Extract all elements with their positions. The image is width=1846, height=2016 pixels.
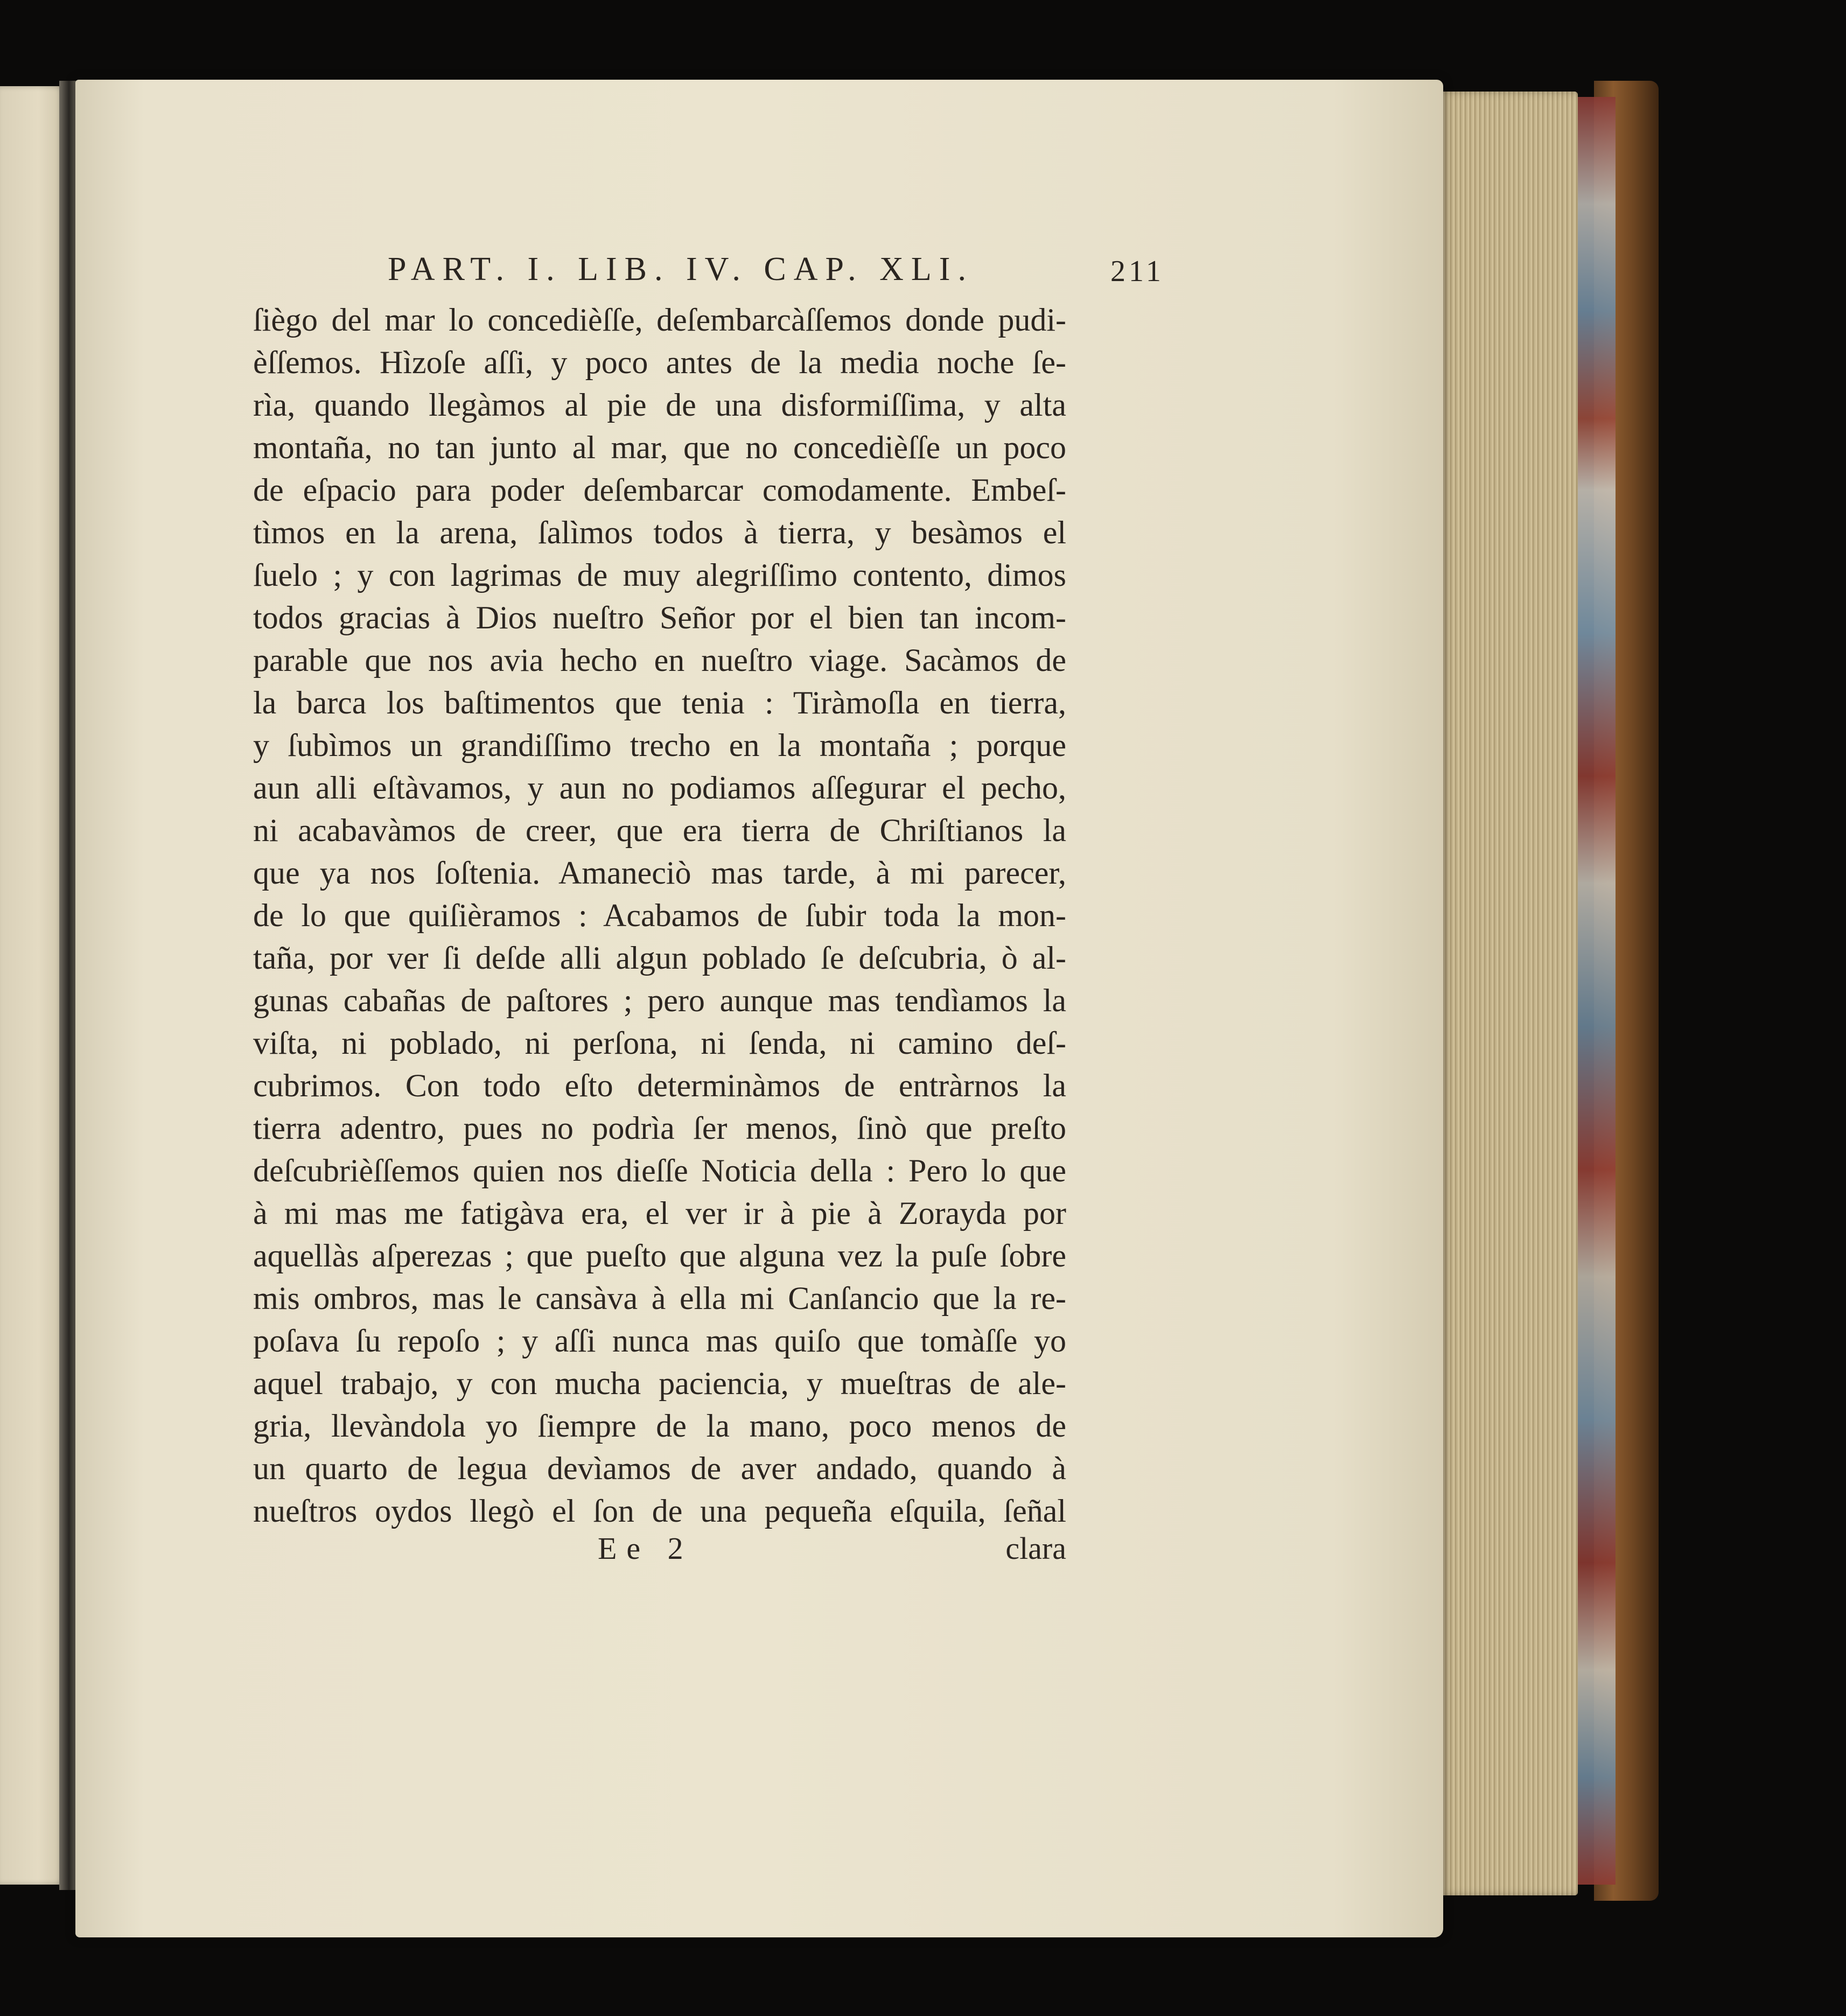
text-line: aquel trabajo, y con mucha paciencia, y mueſtras de ale- <box>253 1366 1066 1401</box>
text-line: rìa, quando llegàmos al pie de una disformiſſima, y alta <box>253 387 1066 423</box>
text-line: que ya nos ſoſtenia. Amaneciò mas tarde, à mi parecer, <box>253 855 1066 891</box>
text-line: un quarto de legua devìamos de aver andado, quando à <box>253 1451 1066 1486</box>
text-line: èſſemos. Hìzoſe aſſi, y poco antes de la media noche ſe- <box>253 345 1066 380</box>
text-line: à mi mas me fatigàva era, el ver ir à pie à Zorayda por <box>253 1195 1066 1231</box>
text-line: taña, por ver ſi deſde alli algun poblado ſe deſcubria, ò al- <box>253 940 1066 976</box>
text-line: ni acabavàmos de creer, que era tierra de Chriſtianos la <box>253 813 1066 848</box>
text-line: cubrimos. Con todo eſto determinàmos de entràrnos la <box>253 1068 1066 1103</box>
text-line: tierra adentro, pues no podrìa ſer menos, ſinò que preſto <box>253 1110 1066 1146</box>
page-number: 211 <box>1110 255 1164 288</box>
text-line: gunas cabañas de paſtores ; pero aunque mas tendìamos la <box>253 983 1066 1018</box>
text-line: gria, llevàndola yo ſiempre de la mano, poco menos de <box>253 1408 1066 1444</box>
text-line: de lo que quiſièramos : Acabamos de ſubir toda la mon- <box>253 898 1066 933</box>
running-head: PART. I. LIB. IV. CAP. XLI. <box>388 251 974 288</box>
signature-mark: Ee 2 <box>598 1531 693 1566</box>
text-line: montaña, no tan junto al mar, que no concedièſſe un poco <box>253 430 1066 465</box>
text-line: de eſpacio para poder deſembarcar comodamente. Embeſ- <box>253 472 1066 508</box>
text-line: todos gracias à Dios nueſtro Señor por el bien tan incom- <box>253 600 1066 635</box>
text-line: aquellàs aſperezas ; que pueſto que alguna vez la puſe ſobre <box>253 1238 1066 1273</box>
text-line: deſcubrièſſemos quien nos dieſſe Noticia della : Pero lo que <box>253 1153 1066 1188</box>
page-footer <box>253 1530 1066 1573</box>
text-line: tìmos en la arena, ſalìmos todos à tierra, y besàmos el <box>253 515 1066 550</box>
text-line: mis ombros, mas le cansàva à ella mi Canſancio que la re- <box>253 1280 1066 1316</box>
text-line: aun alli eſtàvamos, y aun no podiamos aſſegurar el pecho, <box>253 770 1066 806</box>
page-block-edges <box>1438 92 1578 1895</box>
text-line: y ſubìmos un grandiſſimo trecho en la montaña ; porque <box>253 727 1066 763</box>
text-line: poſava ſu repoſo ; y aſſi nunca mas quiſo que tomàſſe yo <box>253 1323 1066 1359</box>
text-line: la barca los baſtimentos que tenia : Tiràmoſla en tierra, <box>253 685 1066 720</box>
text-line: viſta, ni poblado, ni perſona, ni ſenda, ni camino deſ- <box>253 1025 1066 1061</box>
text-line: ſuelo ; y con lagrimas de muy alegriſſimo contento, dimos <box>253 557 1066 593</box>
text-line: nueſtros oydos llegò el ſon de una pequeña eſquila, ſeñal <box>253 1493 1066 1529</box>
text-line: parable que nos avia hecho en nueſtro viage. Sacàmos de <box>253 642 1066 678</box>
body-text <box>253 299 1066 1532</box>
catchword: clara <box>1005 1531 1066 1566</box>
left-page-edge <box>0 86 64 1885</box>
text-line: ſiègo del mar lo concedièſſe, deſembarcàſſemos donde pudi- <box>253 302 1066 338</box>
